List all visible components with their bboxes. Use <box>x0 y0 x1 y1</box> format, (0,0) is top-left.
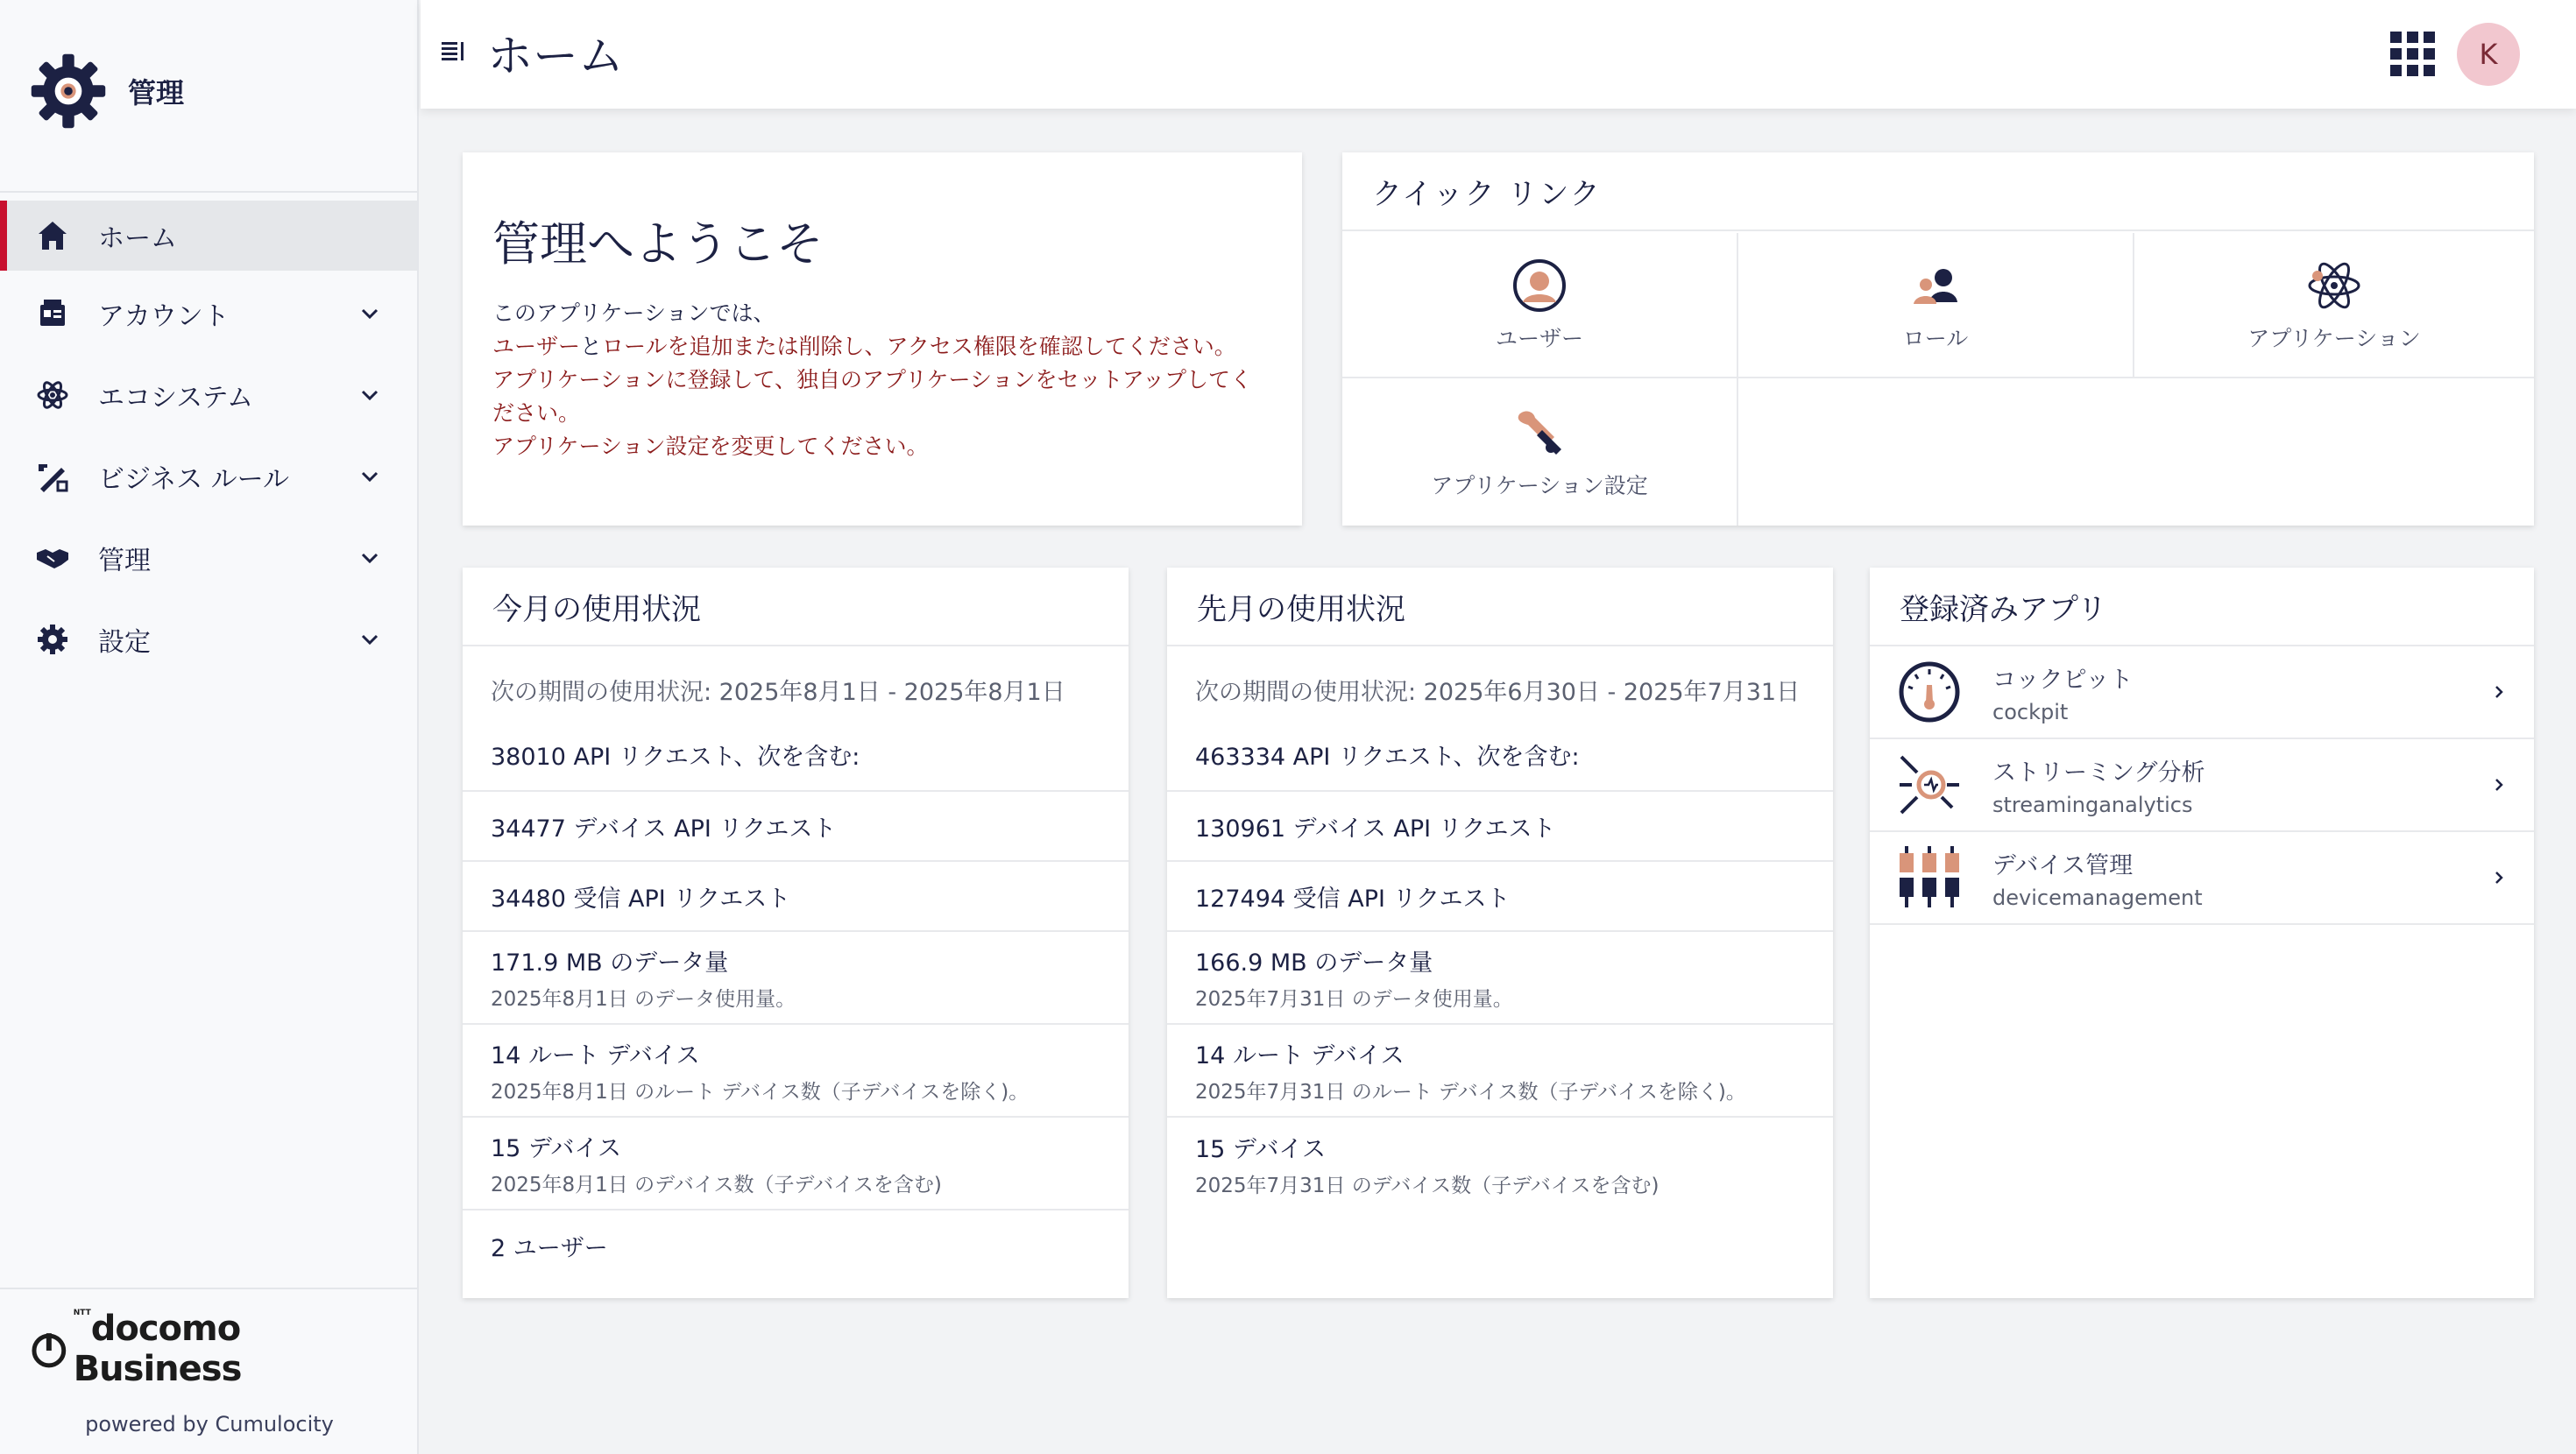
docomo-logo-wordmark: docomo Business <box>73 1309 242 1389</box>
usage-main: 166.9 MB のデータ量 <box>1195 949 1433 977</box>
usage-row <box>1167 932 1833 1025</box>
handshake-icon <box>33 539 72 577</box>
usage-row <box>463 1118 1129 1210</box>
link-roles[interactable]: ロール <box>602 334 668 359</box>
welcome-title: 管理へようこそ <box>492 216 824 272</box>
usage-current-title: 今月の使用状況 <box>463 568 1129 646</box>
sidebar-item-label: 設定 <box>98 626 151 658</box>
app-id: devicemanagement <box>1992 885 2203 910</box>
ecosystem-icon <box>33 376 72 414</box>
powered-by: powered by Cumulocity <box>85 1412 334 1436</box>
chevron-down-icon[interactable] <box>359 547 380 568</box>
usage-row <box>463 1210 1129 1281</box>
usage-previous-title: 先月の使用状況 <box>1167 568 1833 646</box>
usage-period: 次の期間の使用状況: 2025年6月30日 - 2025年7月31日 <box>1195 679 1801 706</box>
quick-link-roles[interactable] <box>1738 233 2134 378</box>
chevron-down-icon[interactable] <box>359 629 380 650</box>
app-item-streaminganalytics[interactable] <box>1870 739 2534 832</box>
quick-link-label: ロール <box>1902 326 1969 351</box>
brand[interactable] <box>26 49 184 133</box>
usage-period: 次の期間の使用状況: 2025年8月1日 - 2025年8月1日 <box>491 679 1065 706</box>
business-rules-icon <box>33 457 72 496</box>
sidebar-item-ecosystem[interactable] <box>0 354 417 435</box>
usage-row <box>463 862 1129 932</box>
usage-row <box>1167 1118 1833 1210</box>
usage-main: 14 ルート デバイス <box>491 1042 700 1069</box>
docomo-business-logo <box>30 1309 417 1389</box>
quick-link-app-settings[interactable] <box>1342 378 1738 526</box>
gauge-icon <box>1896 659 1963 725</box>
docomo-logo-ntt: NTT <box>73 1309 91 1317</box>
usage-row <box>1167 792 1833 862</box>
quick-links-grid <box>1342 233 2534 526</box>
app-id: streaminganalytics <box>1992 792 2193 817</box>
quick-link-users[interactable] <box>1342 233 1738 378</box>
app-id: cockpit <box>1992 699 2069 724</box>
welcome-card <box>463 152 1302 526</box>
app-item-devicemanagement[interactable] <box>1870 832 2534 925</box>
chevron-right-icon <box>2490 776 2508 794</box>
power-icon <box>30 1330 68 1368</box>
menu-toggle-icon[interactable] <box>438 37 470 68</box>
quick-link-label: ユーザー <box>1495 326 1583 351</box>
link-applications[interactable]: アプリケーションに登録して、独自のアプリケーションをセットアップしてください。 <box>492 367 1253 426</box>
usage-current-card <box>463 568 1129 1298</box>
account-icon <box>33 294 72 333</box>
quick-links-card <box>1342 152 2534 526</box>
quick-link-label: アプリケーション <box>2247 326 2421 351</box>
sidebar-item-label: アカウント <box>98 300 230 332</box>
usage-main: 127494 受信 API リクエスト <box>1195 885 1511 913</box>
usage-sub: 2025年7月31日 のルート デバイス数（子デバイスを除く)。 <box>1195 1081 1746 1104</box>
chevron-down-icon[interactable] <box>359 303 380 324</box>
usage-sub: 2025年8月1日 のルート デバイス数（子デバイスを除く)。 <box>491 1081 1030 1104</box>
usage-total: 38010 API リクエスト、次を含む: <box>463 718 1129 792</box>
sidebar-item-label: ホーム <box>98 223 177 254</box>
chevron-down-icon[interactable] <box>359 385 380 406</box>
chevron-right-icon <box>2490 683 2508 701</box>
header <box>421 0 2576 109</box>
page-title: ホーム <box>487 31 625 83</box>
usage-main: 34480 受信 API リクエスト <box>491 885 791 913</box>
usage-main: 15 デバイス <box>1195 1136 1327 1163</box>
usage-main: 14 ルート デバイス <box>1195 1042 1405 1069</box>
registered-apps-title: 登録済みアプリ <box>1870 568 2534 646</box>
usage-row <box>463 932 1129 1025</box>
wrench-icon <box>1511 404 1568 462</box>
sidebar-item-account[interactable] <box>0 272 417 354</box>
usage-sub: 2025年8月1日 のデータ使用量。 <box>491 988 796 1011</box>
usage-main: 2 ユーザー <box>491 1234 608 1262</box>
usage-sub: 2025年8月1日 のデバイス数（子デバイスを含む) <box>491 1174 942 1196</box>
sidebar-item-settings[interactable] <box>0 598 417 680</box>
usage-main: 171.9 MB のデータ量 <box>491 949 729 977</box>
sidebar-divider <box>0 191 417 193</box>
welcome-intro: このアプリケーションでは、 <box>492 300 775 326</box>
usage-row <box>463 792 1129 862</box>
usage-main: 34477 デバイス API リクエスト <box>491 815 837 843</box>
welcome-line1-tail: を追加または削除し、アクセス権限を確認してください。 <box>667 334 1236 359</box>
usage-row <box>1167 862 1833 932</box>
app-text <box>1992 846 2203 910</box>
sidebar-item-label: エコシステム <box>98 382 253 413</box>
usage-row <box>1167 1025 1833 1118</box>
sidebar-item-business-rules[interactable] <box>0 435 417 517</box>
sidebar-footer-divider <box>0 1288 417 1289</box>
roles-icon <box>1907 257 1964 314</box>
user-icon <box>1511 257 1568 314</box>
app-text <box>1992 660 2133 724</box>
usage-sub: 2025年7月31日 のデータ使用量。 <box>1195 988 1513 1011</box>
sidebar-item-admin[interactable] <box>0 517 417 598</box>
sidebar <box>0 0 419 1454</box>
registered-apps-card <box>1870 568 2534 1298</box>
chevron-down-icon[interactable] <box>359 466 380 487</box>
app-item-cockpit[interactable] <box>1870 646 2534 739</box>
app-switcher-icon[interactable] <box>2390 32 2436 77</box>
app-name: コックピット <box>1992 666 2134 694</box>
welcome-text <box>492 297 1272 463</box>
app-name: デバイス管理 <box>1992 851 2134 879</box>
gear-icon <box>33 620 72 659</box>
link-users[interactable]: ユーザー <box>492 334 581 359</box>
link-app-settings[interactable]: アプリケーション設定を変更してください。 <box>492 434 929 459</box>
usage-row <box>463 1025 1129 1118</box>
quick-links-title: クイック リンク <box>1342 152 2534 231</box>
user-avatar[interactable]: K <box>2457 23 2520 86</box>
home-icon <box>33 216 72 255</box>
sidebar-item-home[interactable] <box>0 201 417 271</box>
brand-label: 管理 <box>128 76 185 109</box>
usage-total: 463334 API リクエスト、次を含む: <box>1167 718 1833 792</box>
usage-main: 15 デバイス <box>491 1135 622 1162</box>
chevron-right-icon <box>2490 869 2508 886</box>
analytics-icon <box>1896 752 1963 818</box>
sidebar-item-label: ビジネス ルール <box>98 463 290 495</box>
docomo-logo-text <box>74 1309 417 1389</box>
sidebar-nav <box>0 201 417 680</box>
usage-previous-card <box>1167 568 1833 1298</box>
sidebar-item-label: 管理 <box>98 545 151 576</box>
admin-gear-icon <box>26 49 110 133</box>
usage-main: 130961 デバイス API リクエスト <box>1195 815 1556 843</box>
app-name: ストリーミング分析 <box>1992 759 2205 787</box>
app-text <box>1992 753 2204 817</box>
quick-link-label: アプリケーション設定 <box>1431 473 1648 498</box>
atom-icon <box>2305 257 2363 314</box>
devices-icon <box>1896 844 1963 911</box>
welcome-and: と <box>580 334 603 359</box>
usage-sub: 2025年7月31日 のデバイス数（子デバイスを含む) <box>1195 1175 1660 1197</box>
quick-link-applications[interactable] <box>2134 233 2534 378</box>
